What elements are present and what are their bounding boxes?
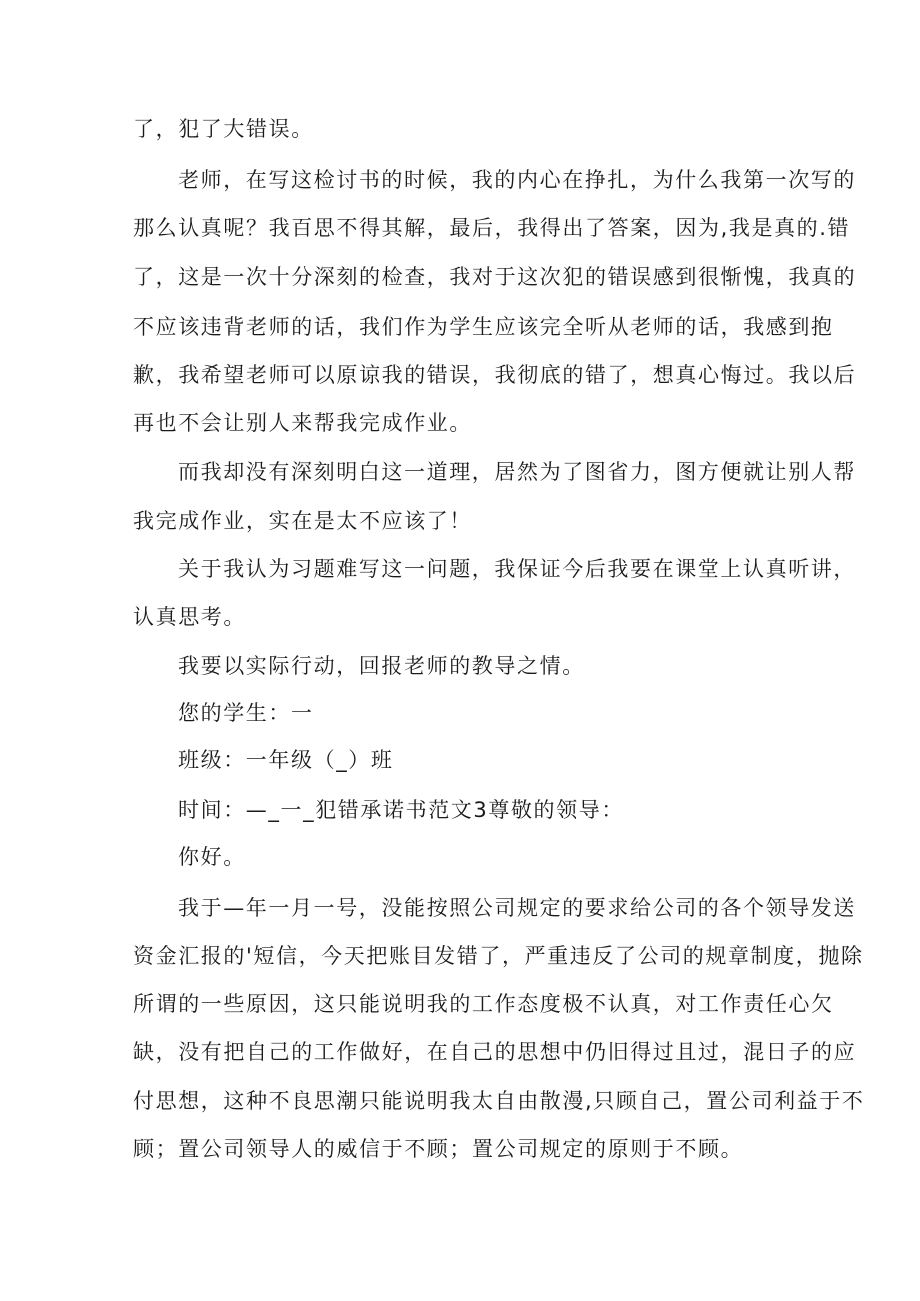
text-line: 我要以实际行动，回报老师的教导之情。 (178, 654, 585, 678)
text-line: 班级：一年级（_）班 (178, 748, 394, 772)
text-line: 歉，我希望老师可以原谅我的错误，我彻底的错了，想真心悔过。我以后 (133, 363, 857, 387)
text-line: 您的学生：一 (178, 701, 314, 725)
text-line: 了，这是一次十分深刻的检查，我对于这次犯的错误感到很惭愧，我真的 (133, 265, 857, 289)
text-line: 那么认真呢？我百思不得其解，最后，我得出了答案，因为,我是真的.错 (133, 216, 851, 240)
text-line: 付思想，这种不良思潮只能说明我太自由散漫,只顾自己，置公司利益于不 (133, 1089, 865, 1113)
text-line: 认真思考。 (133, 605, 246, 629)
text-line: 所谓的一些原因，这只能说明我的工作态度极不认真，对工作责任心欠 (133, 992, 834, 1016)
text-line: 而我却没有深刻明白这一道理，居然为了图省力，图方便就让别人帮 (178, 460, 856, 484)
text-line: 缺，没有把自己的工作做好，在自己的思想中仍旧得过且过，混日子的应 (133, 1040, 857, 1064)
text-line: 再也不会让别人来帮我完成作业。 (133, 411, 472, 435)
text-line: 资金汇报的'短信，今天把账目发错了，严重违反了公司的规章制度，抛除 (133, 944, 864, 968)
text-line: 关于我认为习题难写这一问题，我保证今后我要在课堂上认真听讲， (178, 557, 856, 581)
text-line: 我完成作业，实在是太不应该了！ (133, 509, 472, 533)
text-line: 时间：—_一_犯错承诺书范文3尊敬的领导： (178, 798, 624, 822)
text-line: 我于—年一月一号，没能按照公司规定的要求给公司的各个领导发送 (178, 896, 856, 920)
text-line: 顾；置公司领导人的威信于不顾；置公司规定的原则于不顾。 (133, 1137, 744, 1161)
text-line: 老师，在写这检讨书的时候，我的内心在挣扎，为什么我第一次写的 (178, 168, 856, 192)
text-line: 了，犯了大错误。 (133, 117, 314, 141)
text-line: 不应该违背老师的话，我们作为学生应该完全听从老师的话，我感到抱 (133, 315, 834, 339)
text-line: 你好。 (178, 845, 246, 869)
